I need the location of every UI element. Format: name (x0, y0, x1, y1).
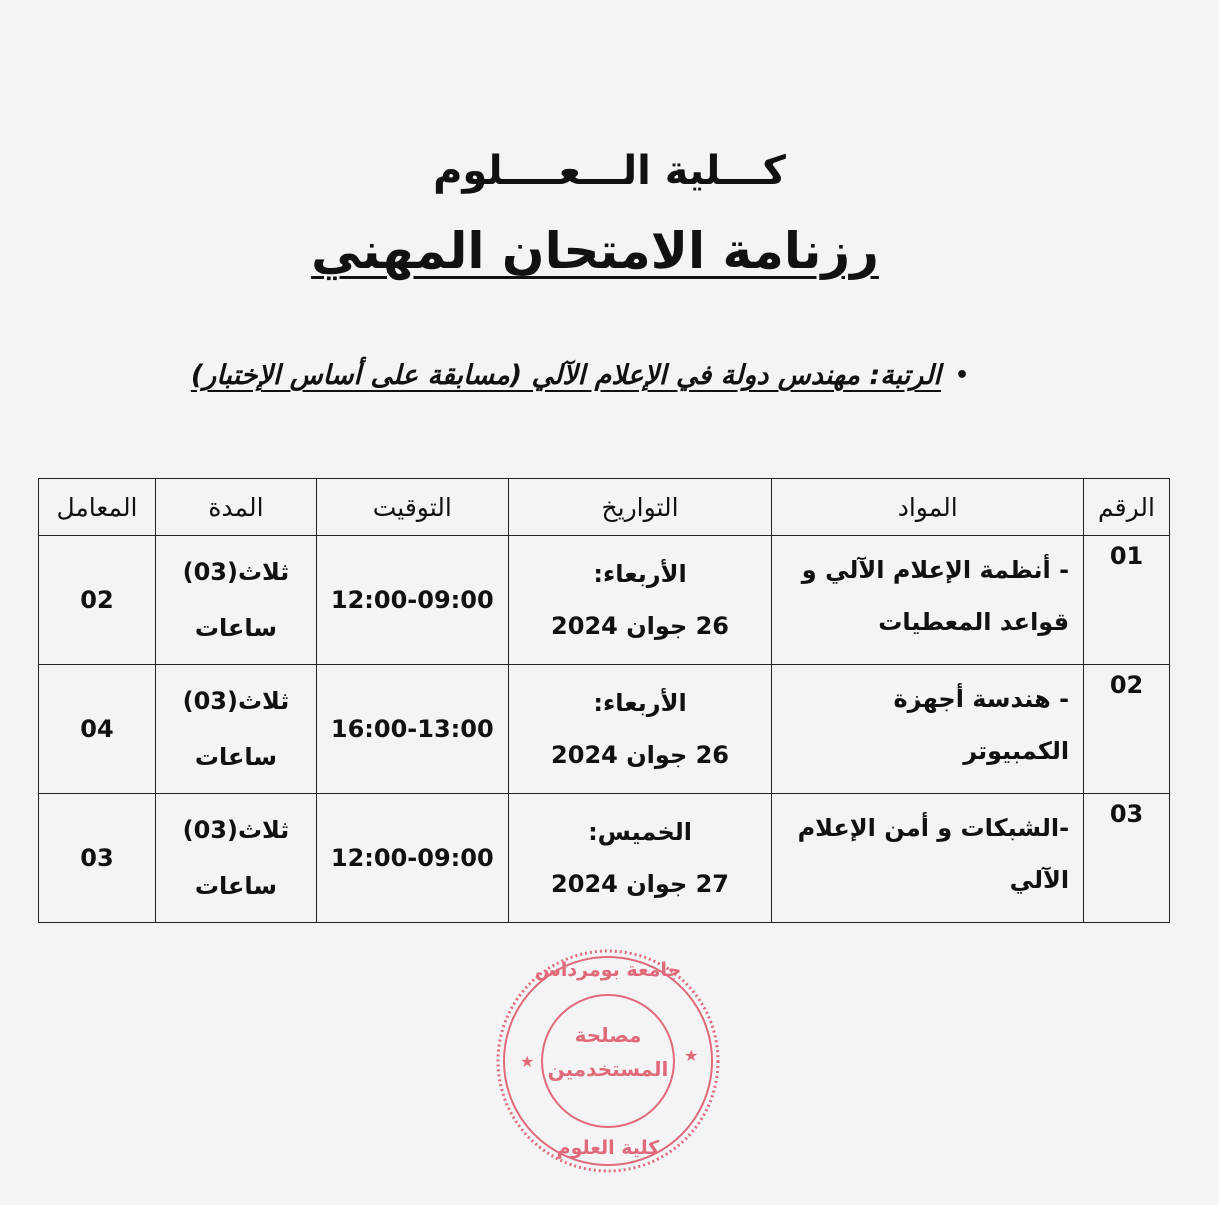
duration-line: ساعات (194, 614, 278, 642)
official-stamp (492, 945, 724, 1177)
subject-line: -الشبكات و أمن الإعلام (797, 814, 1070, 842)
header-date: التواريخ (508, 479, 772, 536)
row-coef: 04 (39, 665, 156, 794)
row-date (508, 794, 772, 923)
row-subject (772, 536, 1084, 665)
stamp-outer-top: جامعة بومرداس (534, 959, 682, 981)
star-icon: ★ (520, 1052, 535, 1071)
subject-line: الآلي (1009, 866, 1070, 894)
header-num: الرقم (1084, 479, 1170, 536)
duration-line: ثلاث(03) (182, 687, 290, 715)
duration-line: ساعات (194, 872, 278, 900)
table-row (39, 794, 1170, 923)
stamp-inner-line1: مصلحة (574, 1023, 642, 1047)
date-value: 26 جوان 2024 (551, 741, 730, 769)
page-title-text: رزنامة الامتحان المهني (311, 222, 879, 280)
header-duration: المدة (156, 479, 317, 536)
header-coef: المعامل (39, 479, 156, 536)
duration-line: ثلاث(03) (182, 558, 290, 586)
row-duration (156, 536, 317, 665)
rank-line (191, 360, 969, 391)
row-duration (156, 665, 317, 794)
row-num: 03 (1084, 794, 1170, 923)
row-num: 01 (1084, 536, 1170, 665)
row-date (508, 665, 772, 794)
header-subject: المواد (772, 479, 1084, 536)
table-header-row (39, 479, 1170, 536)
row-time: 16:00-13:00 (316, 665, 508, 794)
page-title (0, 222, 1190, 280)
table-row (39, 665, 1170, 794)
row-coef: 03 (39, 794, 156, 923)
duration-line: ساعات (194, 743, 278, 771)
row-time: 12:00-09:00 (316, 536, 508, 665)
stamp-outer-bottom: كلية العلوم (556, 1137, 660, 1159)
row-num: 02 (1084, 665, 1170, 794)
date-day: الأربعاء: (593, 560, 687, 588)
table-row (39, 536, 1170, 665)
subject-line: - أنظمة الإعلام الآلي و (801, 556, 1070, 584)
subject-line: - هندسة أجهزة الكمبيوتر (893, 685, 1070, 765)
row-time: 12:00-09:00 (316, 794, 508, 923)
faculty-name: كـــلية الـــعــــلوم (433, 148, 786, 194)
exam-schedule-table (38, 478, 1170, 923)
date-value: 27 جوان 2024 (551, 870, 730, 898)
rank-text: الرتبة: مهندس دولة في الإعلام الآلي (مسابقة على أساس الإختبار) (190, 360, 941, 391)
row-duration (156, 794, 317, 923)
date-day: الأربعاء: (593, 689, 687, 717)
header-time: التوقيت (316, 479, 508, 536)
row-coef: 02 (39, 536, 156, 665)
subject-line: قواعد المعطيات (878, 608, 1070, 636)
star-icon: ★ (684, 1046, 699, 1065)
row-date (508, 536, 772, 665)
duration-line: ثلاث(03) (182, 816, 290, 844)
bullet-icon: • (954, 363, 969, 388)
date-value: 26 جوان 2024 (551, 612, 730, 640)
date-day: الخميس: (588, 818, 693, 846)
stamp-inner-line2: المستخدمين (547, 1057, 669, 1081)
row-subject (772, 794, 1084, 923)
row-subject (772, 665, 1084, 794)
